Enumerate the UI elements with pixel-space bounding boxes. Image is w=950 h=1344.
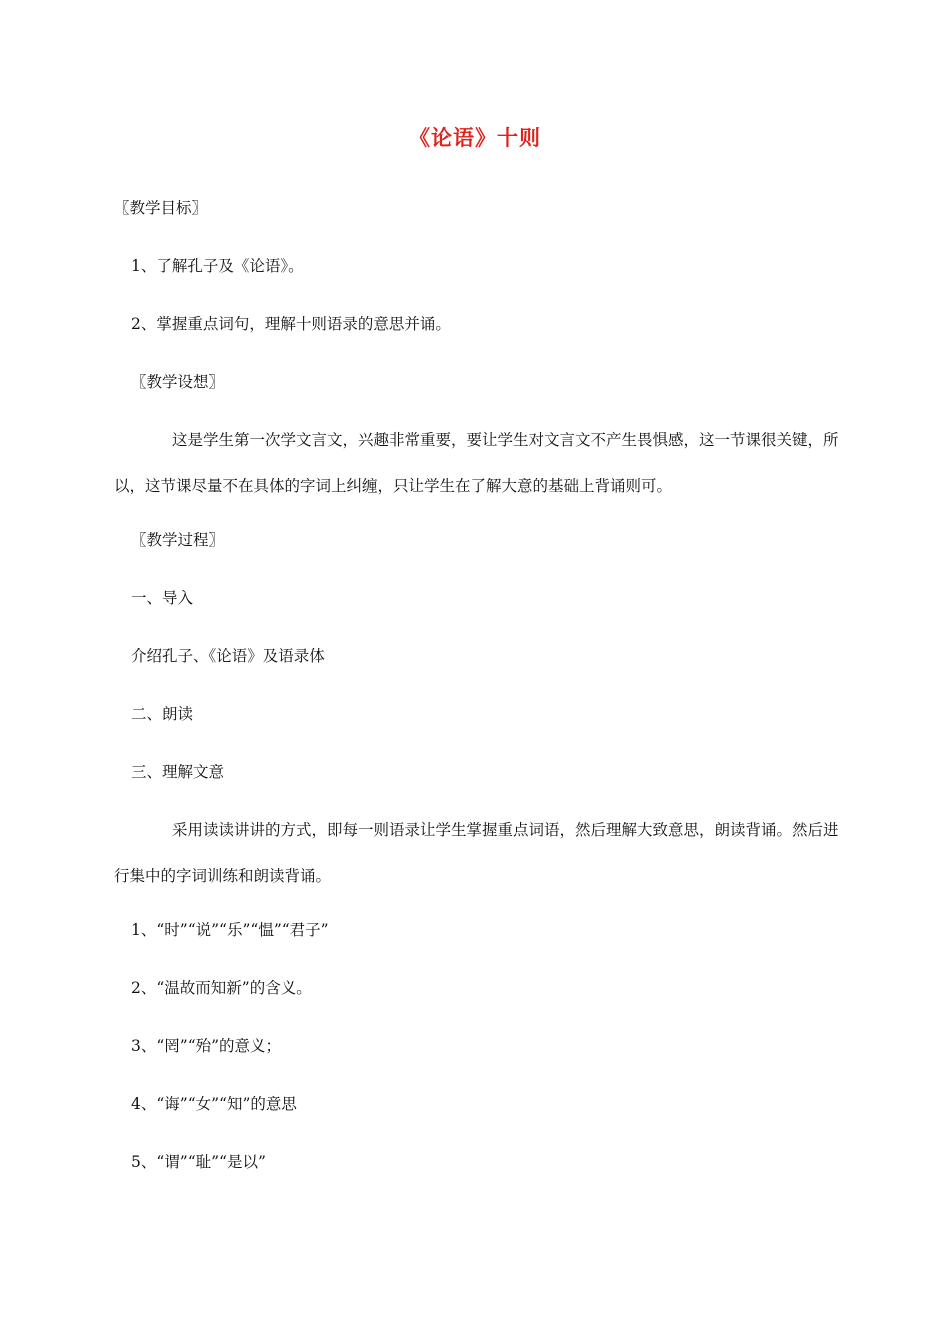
word-item-3: 3、“罔”“殆”的意义；	[131, 1037, 282, 1055]
word-item-5: 5、“谓”“耻”“是以”	[131, 1153, 266, 1171]
word-item-2: 2、“温故而知新”的含义。	[131, 979, 312, 997]
word-item-4: 4、“诲”“女”“知”的意思	[131, 1095, 297, 1113]
understanding-paragraph: 采用读读讲讲的方式，即每一则语录让学生掌握重点词语，然后理解大致意思，朗读背诵。然后进行集中的字词训练和朗读背诵。	[114, 821, 839, 885]
goals-heading: 〖教学目标〗	[114, 199, 208, 217]
step-intro-text: 介绍孔子、《论语》及语录体	[131, 647, 325, 665]
goal-item-2: 2、掌握重点词句，理解十则语录的意思并诵。	[131, 315, 451, 333]
step-intro-heading: 一、导入	[131, 589, 194, 607]
goal-item-1: 1、了解孔子及《论语》。	[131, 257, 304, 275]
process-heading: 〖教学过程〗	[131, 531, 225, 549]
step-understanding-heading: 三、理解文意	[131, 763, 225, 781]
document-title: 《论语》十则	[409, 125, 541, 150]
word-item-1: 1、“时”“说”“乐”“愠”“君子”	[131, 921, 329, 939]
design-paragraph: 这是学生第一次学文言文，兴趣非常重要，要让学生对文言文不产生畏惧感，这一节课很关键，所以，这节课尽量不在具体的字词上纠缠，只让学生在了解大意的基础上背诵则可。	[114, 431, 839, 495]
step-reading-heading: 二、朗读	[131, 705, 194, 723]
design-heading: 〖教学设想〗	[131, 373, 225, 391]
